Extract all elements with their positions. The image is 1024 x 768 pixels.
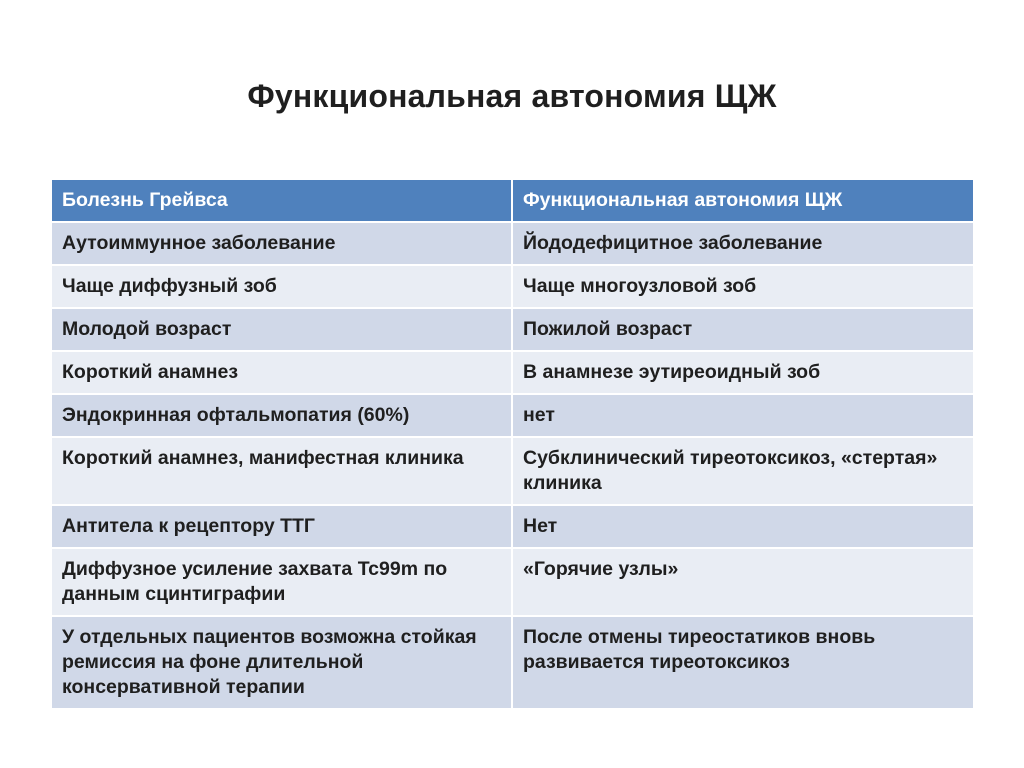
- table-header: [52, 180, 973, 222]
- autonomy-cell: нет: [512, 394, 973, 437]
- table-row: [52, 616, 973, 708]
- autonomy-cell: Субклинический тиреотоксикоз, «стертая» клиника: [512, 437, 973, 505]
- comparison-table: [52, 180, 973, 708]
- graves-cell: У отдельных пациентов возможна стойкая ремиссия на фоне длительной консервативной терапии: [52, 616, 512, 708]
- graves-cell: Чаще диффузный зоб: [52, 265, 512, 308]
- graves-cell: Короткий анамнез, манифестная клиника: [52, 437, 512, 505]
- graves-cell: Диффузное усиление захвата Tc99m по данным сцинтиграфии: [52, 548, 512, 616]
- comparison-table-container: [52, 180, 973, 708]
- table-row: [52, 548, 973, 616]
- graves-cell: Антитела к рецептору ТТГ: [52, 505, 512, 548]
- autonomy-cell: Чаще многоузловой зоб: [512, 265, 973, 308]
- table-row: [52, 308, 973, 351]
- slide-title: Функциональная автономия ЩЖ: [247, 78, 777, 114]
- autonomy-cell: «Горячие узлы»: [512, 548, 973, 616]
- autonomy-cell: Йододефицитное заболевание: [512, 222, 973, 265]
- table-row: [52, 437, 973, 505]
- autonomy-cell: Нет: [512, 505, 973, 548]
- table-row: [52, 505, 973, 548]
- table-row: [52, 222, 973, 265]
- table-body: [52, 222, 973, 708]
- autonomy-cell: После отмены тиреостатиков вновь развивается тиреотоксикоз: [512, 616, 973, 708]
- column-header-autonomy: Функциональная автономия ЩЖ: [512, 180, 973, 222]
- autonomy-cell: Пожилой возраст: [512, 308, 973, 351]
- graves-cell: Короткий анамнез: [52, 351, 512, 394]
- graves-cell: Эндокринная офтальмопатия (60%): [52, 394, 512, 437]
- column-header-graves: Болезнь Грейвса: [52, 180, 512, 222]
- header-row: [52, 180, 973, 222]
- graves-cell: Молодой возраст: [52, 308, 512, 351]
- table-row: [52, 265, 973, 308]
- table-row: [52, 351, 973, 394]
- autonomy-cell: В анамнезе эутиреоидный зоб: [512, 351, 973, 394]
- graves-cell: Аутоиммунное заболевание: [52, 222, 512, 265]
- table-row: [52, 394, 973, 437]
